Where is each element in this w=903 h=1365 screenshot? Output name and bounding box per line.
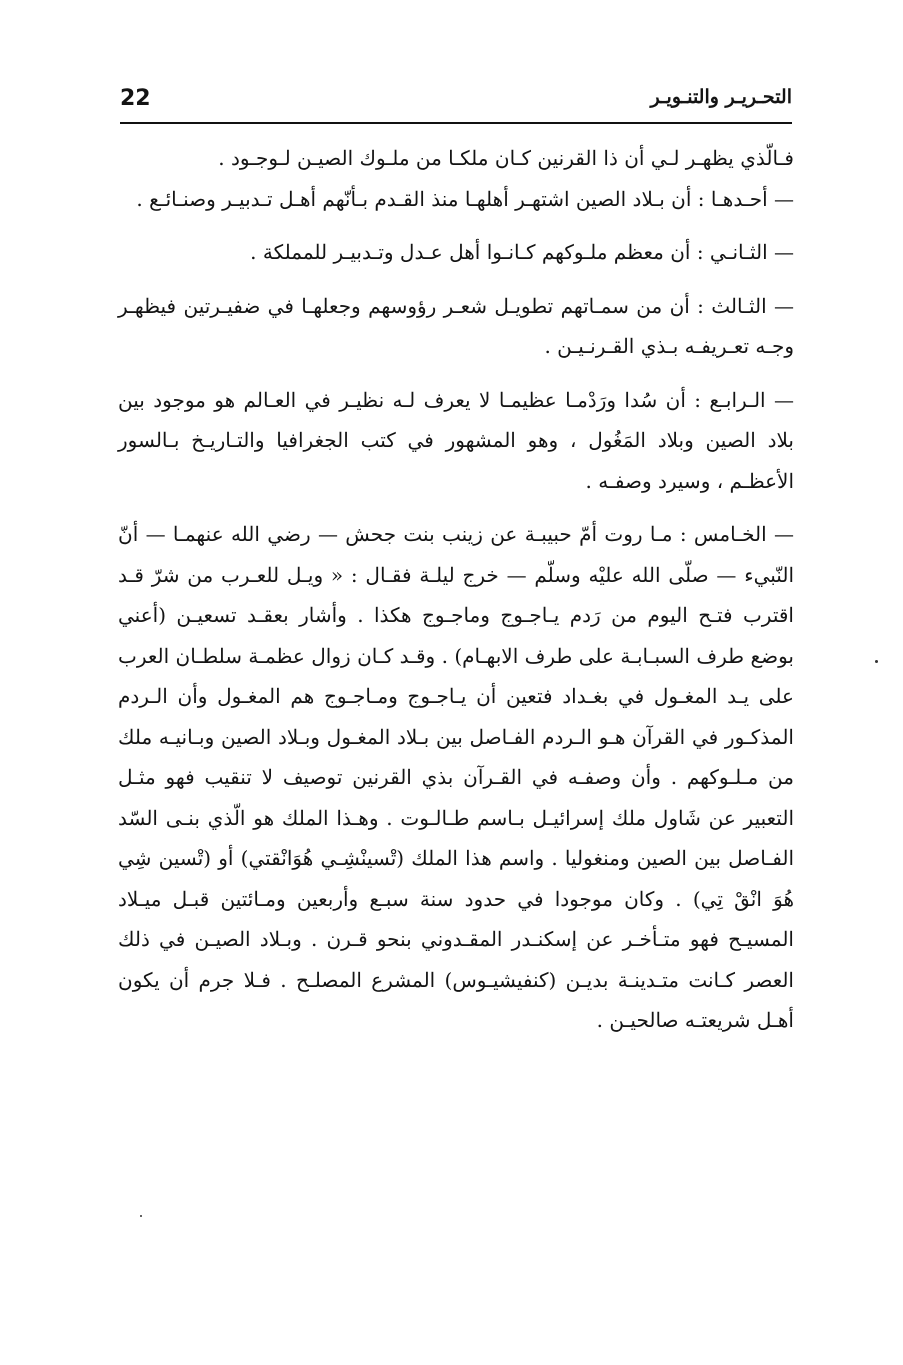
paragraph-fourth-reason: — الـرابـع : أن سُدا ورَدْمـا عظيمـا لا يعرف لـه نظيـر في العـالم هو موجود بين بلاد الصين وبلاد المَغُول ، وهو المشهور في كتب الجغرافيا والتـاريـخ بـالسور الأعظـم ، وسيرد وصفـه . [118,387,795,493]
page-number: 22 [120,86,151,111]
page-header [120,86,792,116]
paragraph-fifth-reason: — الخـامس : مـا روت أمّ حبيبـة عن زينب بنت جحش — رضي الله عنهمـا — أنّ النّبيء — صلّى الله عليْه وسلّم — خرج ليلـة فقـال : « ويـل للعـرب من شرّ قـد اقترب فتـح اليوم من رَدم يـاجـوج وماجـوج هكذا . وأشار بعقـد تسعيـن (أعني بوضع طرف السبـابـة على طرف الابهـام) . وقـد كـان زوال عظمـة سلطـان العرب على يـد المغـول في بغـداد فتعين أن يـاجـوج ومـاجـوج هم المغـول وأن الـردم المذكـور في القرآن هـو الـردم الفـاصل بين بـلاد المغـول وبـلاد الصين وبـانيـه ملك من مـلـوكهم . وأن وصفـه في القـرآن بذي القرنين توصيف لا تنقيب فهو مثـل التعبير عن شَاول ملك إسرائيـل بـاسم طـالـوت . وهـذا الملك هو الّذي بنـى السّد الفـاصل بين الصين ومنغوليا . واسم هذا الملك (تْسينْشِـي هُوَانْقتي) أو (تْسين شِي هُوَ انْقْ تِي) . وكان موجودا في حدود سنة سبـع وأربعين ومـائتين قبـل ميـلاد المسيـح فهو متـأخـر عن إسكنـدر المقـدوني بنحو قـرن . وبـلاد الصيـن في ذلك العصر كـانت متـدينـة بديـن (كنفيشيـوس) المشرع المصلـح . فـلا جرم أن يكون أهـل شريعتـه صالحيـن . [118,522,794,1032]
paragraph-second-reason: — الثـانـي : أن معظم ملـوكهم كـانـوا أهل عـدل وتـدبيـر للمملكة . [250,240,794,264]
scan-speck [140,1215,142,1217]
paragraph-first-reason: — أحـدهـا : أن بـلاد الصين اشتهـر أهلهـا منذ القـدم بـأنّهم أهـل تـدبيـر وصنـائـع . [136,186,794,211]
paragraph-intro: فـالّذي يظهـر لـي أن ذا القرنين كـان ملكـا من ملـوك الصيـن لـوجـود . [218,146,794,170]
running-title: التحـريـر والتنـويـر [650,86,792,108]
scan-speck [875,660,878,663]
header-divider [120,122,792,124]
body-text [118,138,794,1054]
paragraph-third-reason: — الثـالث : أن من سمـاتهم تطويـل شعـر رؤوسهم وجعلهـا في ضفيـرتين فيظهـر وجـه تعـريفـه بـذي القـرنـيـن . [118,293,794,358]
